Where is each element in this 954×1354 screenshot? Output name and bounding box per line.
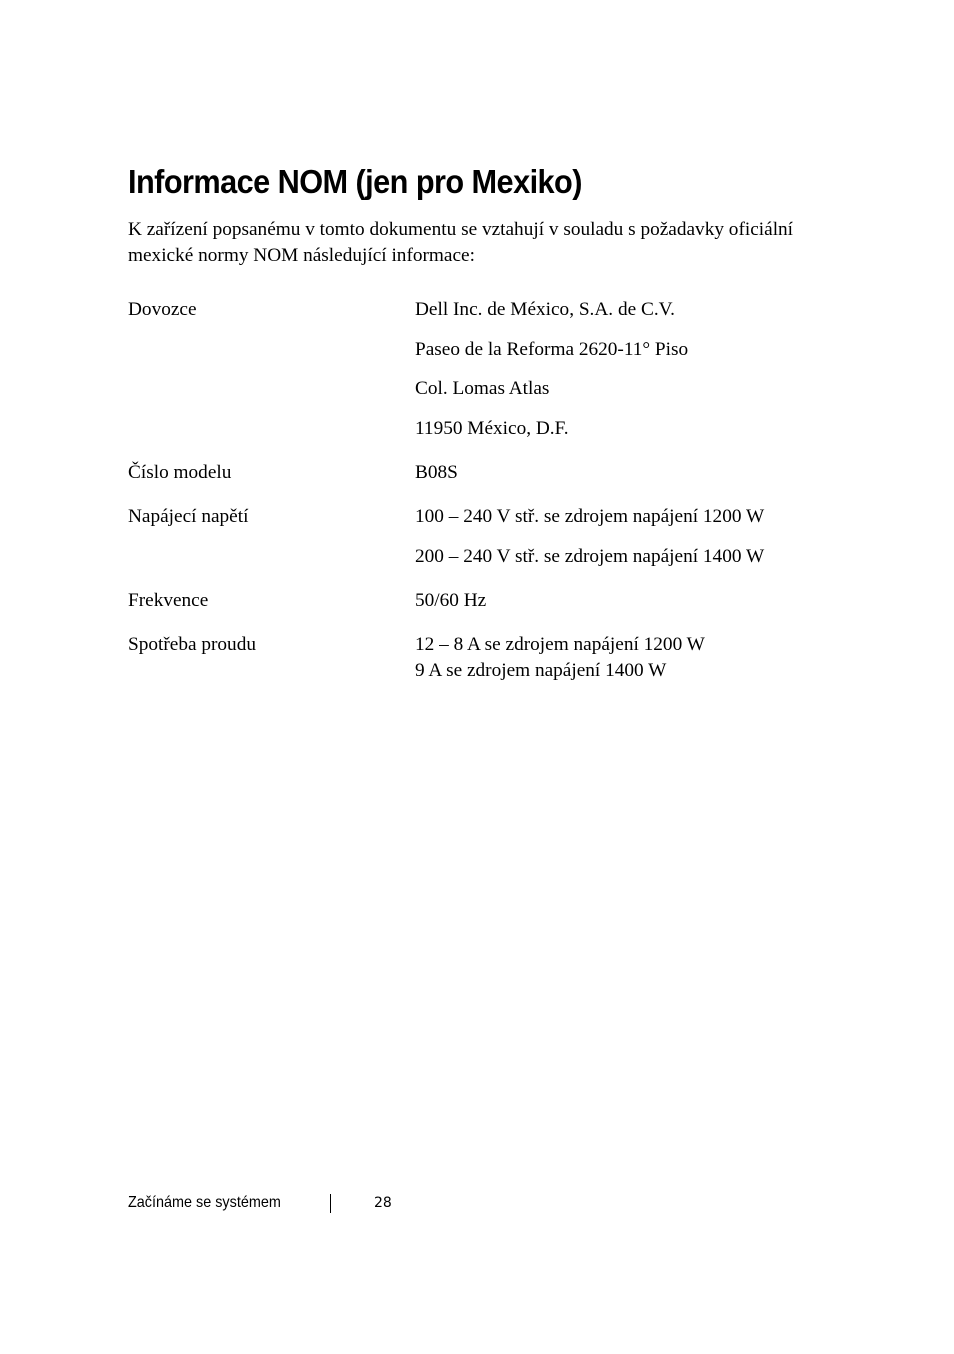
- frequency-label: Frekvence: [128, 590, 209, 611]
- model-label: Číslo modelu: [128, 462, 232, 483]
- voltage-label: Napájecí napětí: [128, 506, 249, 527]
- footer-section-title: Začínáme se systémem: [128, 1194, 281, 1211]
- footer-separator: [330, 1194, 331, 1213]
- importer-name: Dell Inc. de México, S.A. de C.V.: [415, 299, 675, 320]
- intro-paragraph: K zařízení popsanému v tomto dokumentu se vztahují v souladu s požadavky oficiální mexické normy NOM následující informace:: [128, 219, 794, 266]
- current-value-1200: 12 – 8 A se zdrojem napájení 1200 W: [415, 634, 705, 655]
- voltage-value-1400: 200 – 240 V stř. se zdrojem napájení 1400 W: [415, 546, 765, 567]
- importer-city: 11950 México, D.F.: [415, 418, 569, 439]
- frequency-value: 50/60 Hz: [415, 590, 487, 611]
- importer-district: Col. Lomas Atlas: [415, 378, 550, 399]
- current-value-1400: 9 A se zdrojem napájení 1400 W: [415, 660, 667, 681]
- voltage-value-1200: 100 – 240 V stř. se zdrojem napájení 1200 W: [415, 506, 765, 527]
- model-value: B08S: [415, 462, 458, 483]
- page-title: Informace NOM (jen pro Mexiko): [128, 163, 582, 200]
- current-label: Spotřeba proudu: [128, 634, 256, 655]
- importer-label: Dovozce: [128, 299, 197, 320]
- page-number: 28: [374, 1195, 392, 1211]
- importer-street: Paseo de la Reforma 2620-11° Piso: [415, 339, 689, 360]
